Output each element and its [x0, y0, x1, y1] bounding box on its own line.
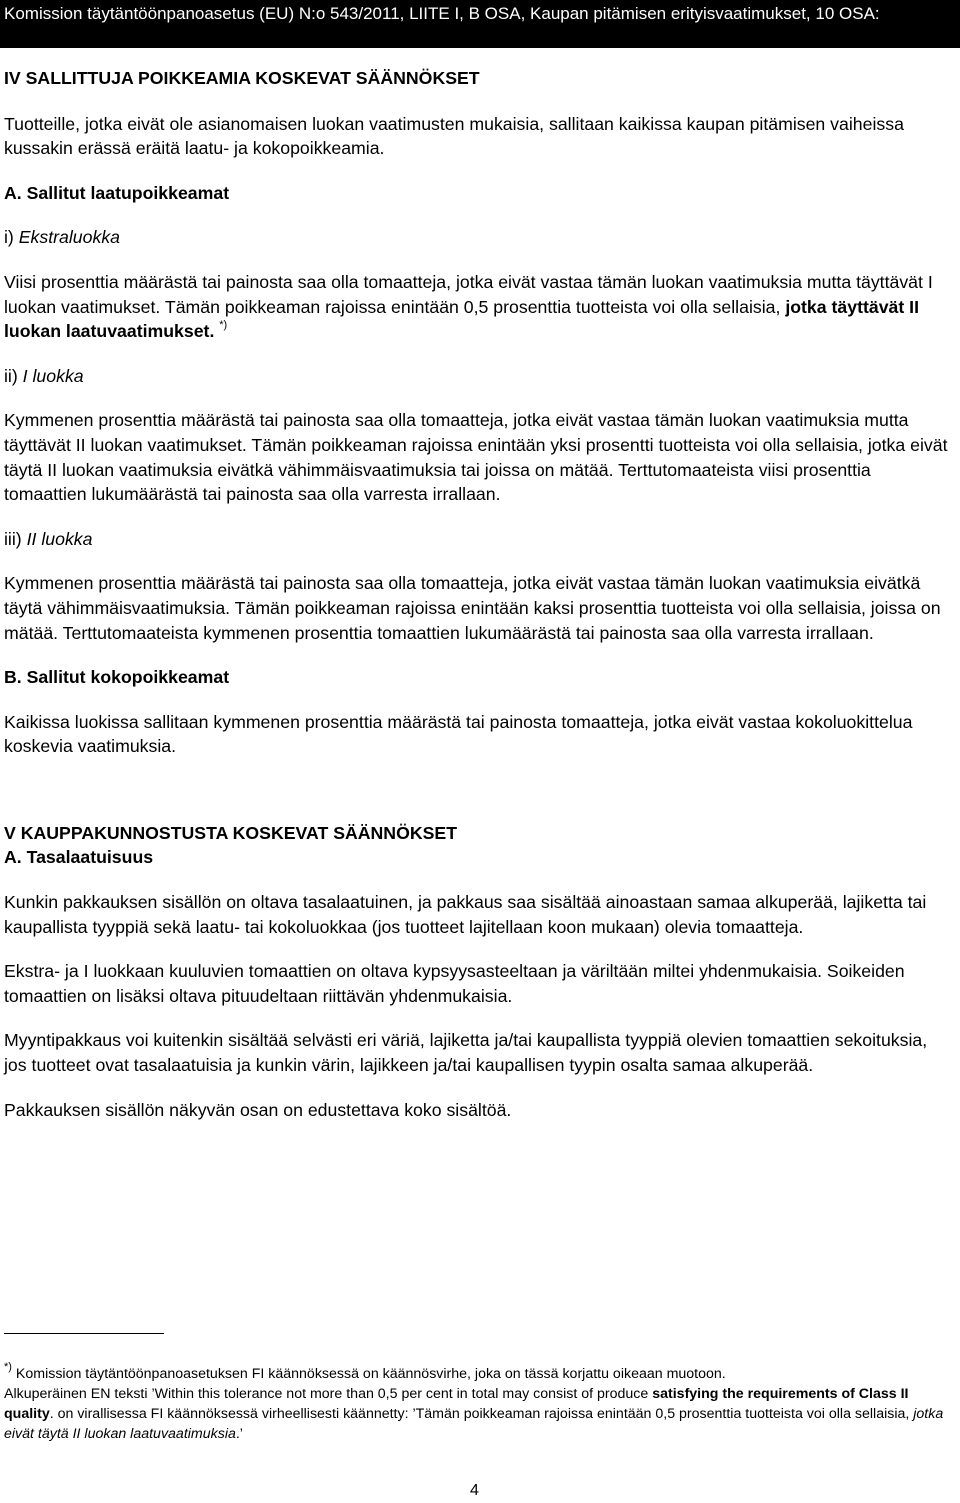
- class-2-label-num: iii): [4, 528, 22, 549]
- subsection-b-heading: B. Sallitut kokopoikkeamat: [4, 667, 230, 688]
- extra-class-label: [4, 225, 948, 250]
- extra-class-text-bold: jotka täyttävät II luokan laatuvaatimukset.: [4, 296, 919, 342]
- class-2-text: Kymmenen prosenttia määrästä tai painosta saa olla tomaatteja, jotka eivät vastaa tämän luokan vaatimuksia eivätkä täytä vähimmäisvaatimuksia. Tämän poikkeaman rajoissa enintään kaksi prosenttia tuotteista voi olla sellaisia, joissa on mätää. Terttutomaateista kymmenen prosenttia tomaattien lukumäärästä tai painosta saa olla varresta irrallaan.: [4, 573, 941, 643]
- footnote-line-2: [4, 1384, 956, 1444]
- section-5-heading: V KAUPPAKUNNOSTUSTA KOSKEVAT SÄÄNNÖKSET: [4, 822, 458, 843]
- class-1-label-name: I luokka: [22, 365, 84, 386]
- extra-class-label-name: Ekstraluokka: [18, 227, 121, 248]
- footnote-separator: [4, 1333, 164, 1334]
- footnote-mark: *): [4, 1361, 12, 1374]
- tasalaatuisuus-paragraph-3: Myyntipakkaus voi kuitenkin sisältää selvästi eri väriä, lajiketta ja/tai kaupallista tyyppiä olevien tomaattien sekoituksia, jos tuotteet ovat tasalaatuisia ja kunkin värin, lajikkeen ja/tai kaupallisen tyypin osalta samaa alkuperää.: [4, 1030, 928, 1076]
- section-4-intro: Tuotteille, jotka eivät ole asianomaisen luokan vaatimusten mukaisia, sallitaan kaikissa kaupan pitämisen vaiheissa kussakin erässä eräitä laatu- ja kokopoikkeamia.: [4, 113, 904, 159]
- footnote-reference: *): [219, 319, 228, 332]
- footnote-line-2-c: . on virallisessa FI käännöksessä virheellisesti käännetty: ’Tämän poikkeaman rajoissa enintään 0,5 prosenttia tuotteista voi olla sellaisia,: [49, 1406, 914, 1422]
- class-1-label-num: ii): [4, 365, 18, 386]
- class-1-text: Kymmenen prosenttia määrästä tai painosta saa olla tomaatteja, jotka eivät vastaa tämän luokan vaatimuksia mutta täyttävät II luokan vaatimukset. Tämän poikkeaman rajoissa enintään yksi prosentti tuotteista voi olla sellaisia, jotka eivät täytä II luokan vaatimuksia eivätkä vähimmäisvaatimuksia tai joissa on mätää. Terttutomaateista viisi prosenttia tomaattien lukumäärästä tai painosta saa olla varresta irrallaan.: [4, 410, 948, 505]
- section-4-heading: IV SALLITTUJA POIKKEAMIA KOSKEVAT SÄÄNNÖKSET: [4, 68, 480, 88]
- footnote-line-1-text: Komission täytäntöönpanoasetuksen FI käännöksessä on käännösvirhe, joka on tässä korjattu oikeaan muotoon.: [15, 1366, 726, 1382]
- footnote-line-1: [4, 1361, 956, 1384]
- page-number: 4: [470, 1482, 479, 1499]
- subsection-a-heading: A. Sallitut laatupoikkeamat: [4, 182, 230, 203]
- document-body: [4, 66, 948, 1122]
- running-header: Komission täytäntöönpanoasetus (EU) N:o 543/2011, LIITE I, B OSA, Kaupan pitämisen erityisvaatimukset, 10 OSA:: [0, 0, 960, 48]
- tasalaatuisuus-paragraph-2: Ekstra- ja I luokkaan kuuluvien tomaattien on oltava kypsyysasteeltaan ja väriltään miltei yhdenmukaisia. Soikeiden tomaattien on lisäksi oltava pituudeltaan riittävän yhdenmukaisia.: [4, 961, 905, 1006]
- extra-class-text: [4, 270, 948, 344]
- tasalaatuisuus-paragraph-1: Kunkin pakkauksen sisällön on oltava tasalaatuinen, ja pakkaus saa sisältää ainoastaan samaa alkuperää, lajiketta tai kaupallista tyyppiä sekä laatu- tai kokoluokkaa (jos tuotteet lajitellaan koon mukaan) olevia tomaatteja.: [4, 892, 927, 937]
- class-2-label-name: II luokka: [26, 528, 93, 549]
- subsection-b-text: Kaikissa luokissa sallitaan kymmenen prosenttia määrästä tai painosta tomaatteja, jotka eivät vastaa kokoluokittelua koskevia vaatimuksia.: [4, 711, 913, 757]
- footnote-line-2-e: .’: [235, 1426, 243, 1442]
- class-2-label: [4, 527, 948, 552]
- footnote-line-2-b: satisfying the requirements of Class II quality: [4, 1386, 909, 1422]
- class-1-label: [4, 364, 948, 389]
- footnote-line-2-d: jotka eivät täytä II luokan laatuvaatimuksia: [4, 1406, 944, 1442]
- tasalaatuisuus-heading: A. Tasalaatuisuus: [4, 847, 154, 868]
- extra-class-label-num: i): [4, 227, 14, 248]
- extra-class-text-plain: Viisi prosenttia määrästä tai painosta saa olla tomaatteja, jotka eivät vastaa tämän luokan vaatimuksia mutta täyttävät I luokan vaatimukset. Tämän poikkeaman rajoissa enintään 0,5 prosenttia tuotteista voi olla sellaisia,: [4, 271, 933, 317]
- footnote: [4, 1361, 956, 1444]
- footnote-line-2-a: Alkuperäinen EN teksti ’Within this tolerance not more than 0,5 per cent in total may consist of produce: [4, 1386, 653, 1402]
- tasalaatuisuus-paragraph-4: Pakkauksen sisällön näkyvän osan on edustettava koko sisältöä.: [4, 1099, 512, 1120]
